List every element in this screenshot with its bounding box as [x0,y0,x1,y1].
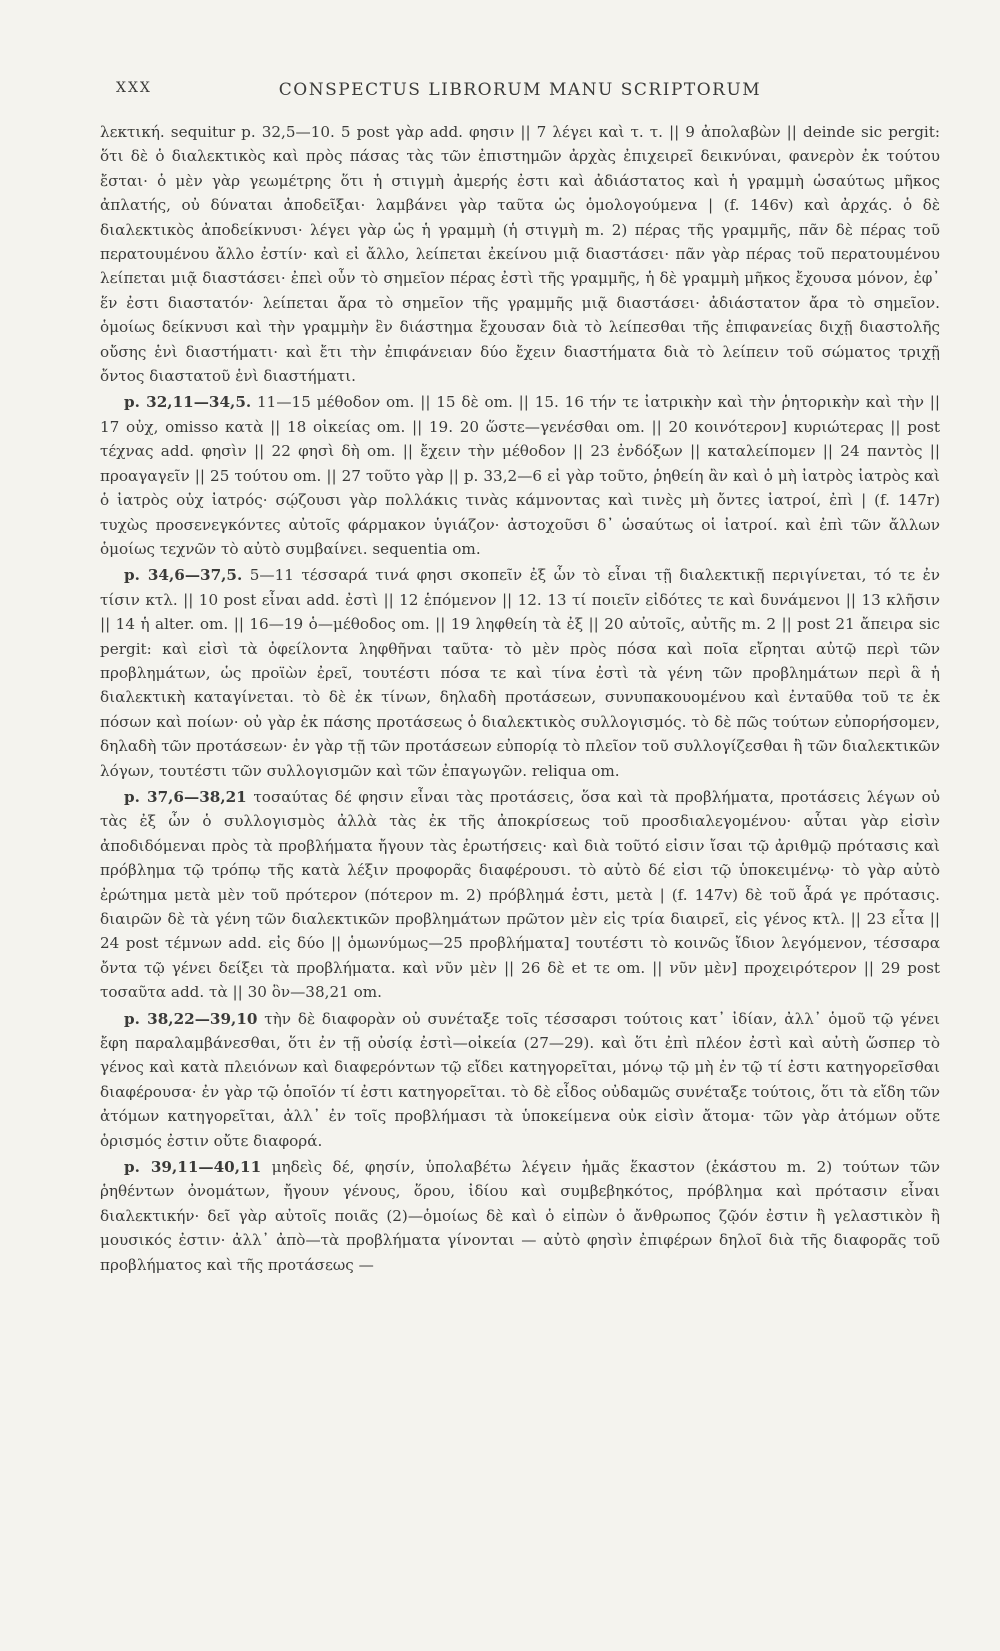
paragraph-text: 5—11 τέσσαρά τινά φησι σκοπεῖν ἐξ ὧν τὸ εἶναι τῇ διαλεκτικῇ περιγίνεται, τό τε ἐν τίσιν κτλ. || 10 post εἶναι add. ἐστὶ || 12 ἑπόμενον || 12. 13 τί ποιεῖν εἰδότες τε καὶ δυνάμενοι || 13 κλῆσιν || 14 ἡ alter. om. || 16—19 ὁ—μέθοδος om. || 19 ληφθείη τὰ ἐξ || 20 αὐτοῖς, αὐτῆς m. 2 || post 21 ἄπειρα sic pergit: καὶ εἰσὶ τὰ ὀφείλοντα ληφθῆναι ταῦτα· τὸ μὲν πρὸς πόσα καὶ ποῖα εἴρηται αὐτῷ περὶ τῶν προβλημάτων, ὡς προϊὼν ἐρεῖ, τουτέστι πόσα τε καὶ τίνα ἐστὶ τὰ γένη τῶν προβλημάτων περὶ ἃ ἡ διαλεκτικὴ καταγίνεται. τὸ δὲ ἐκ τίνων, δηλαδὴ προτάσεων, συνυπακουομένου καὶ ἐνταῦθα τοῦ τε ἐκ πόσων καὶ ποίων· οὐ γὰρ ἐκ πάσης προτάσεως ὁ διαλεκτικὸς συλλογισμός. τὸ δὲ πῶς τούτων εὐπορήσομεν, δηλαδὴ τῶν προτάσεων· ἐν γὰρ τῇ τῶν προτάσεων εὐπορίᾳ τὸ πλεῖον τοῦ συλλογίζεσθαι ἢ τῶν διαλεκτικῶν λόγων, τουτέστι τῶν συλλογισμῶν καὶ τῶν ἐπαγωγῶν. reliqua om. [100,566,941,780]
paragraph-text: 11—15 μέθοδον om. || 15 δὲ om. || 15. 16 τήν τε ἰατρικὴν καὶ τὴν ῥητορικὴν καὶ τὴν || 17 οὐχ, omisso κατὰ || 18 οἰκείας om. || 19. 20 ὥστε—γενέσθαι om. || 20 κοινότερον] κυριώτερας || post τέχνας add. φησὶν || 22 φησὶ δὴ om. || ἔχειν τὴν μέθοδον || 23 ἐνδόξων || καταλείπομεν || 24 παντὸς || προαγαγεῖν || 25 τούτου om. || 27 τοῦτο γὰρ || p. 33,2—6 εἰ γὰρ τοῦτο, ῥηθείη ἂν καὶ ὁ μὴ ἰατρὸς ἰατρὸς καὶ ὁ ἰατρὸς οὐχ ἰατρός· σῴζουσι γὰρ πολλάκις τινὰς κάμνοντας καὶ τινὲς μὴ ὄντες ἰατροί, ἐπὶ | (f. 147r) τυχὼς προσενεγκόντες αὐτοῖς φάρμακον ὑγιάζον· ἀστοχοῦσι δ᾽ ὡσαύτως οἱ ἰατροί. καὶ ἐπὶ τῶν ἄλλων ὁμοίως τεχνῶν τὸ αὐτὸ συμβαίνει. sequentia om. [100,393,940,558]
paragraph-text: τοσαύτας δέ φησιν εἶναι τὰς προτάσεις, ὅσα καὶ τὰ προβλήματα, προτάσεις λέγων οὐ τὰς ἐξ ὧν ὁ συλλογισμὸς ἀλλὰ τὰς ἐκ τῆς ἀποκρίσεως τοῦ προσδιαλεγομένου· αὗται γὰρ εἰσὶν ἀποδιδόμεναι πρὸς τὰ προβλήματα ἤγουν τὰς ἐρωτήσεις· καὶ διὰ τοῦτό εἰσιν ἴσαι τῷ ἀριθμῷ πρότασις καὶ πρόβλημα τῷ τρόπῳ τῆς κατὰ λέξιν προφορᾶς διαφέρουσι. τὸ αὐτὸ δέ εἰσι τῷ ὑποκειμένῳ· τὸ γὰρ αὐτὸ ἐρώτημα μετὰ μὲν τοῦ πρότερον (πότερον m. 2) πρόβλημά ἐστι, μετὰ | (f. 147v) δὲ τοῦ ἆρά γε πρότασις. διαιρῶν δὲ τὰ γένη τῶν διαλεκτικῶν προβλημάτων πρῶτον μὲν εἰς τρία διαιρεῖ, εἰς γένος κτλ. || 23 εἶτα || 24 post τέμνων add. εἰς δύο || ὁμωνύμως—25 προβλήματα] τουτέστι τὸ κοινῶς ἴδιον λεγόμενον, τέσσαρα ὄντα τῷ γένει δείξει τὰ προβλήματα. καὶ νῦν μὲν || 26 δὲ et τε om. || νῦν μὲν] προχειρότερον || 29 post τοσαῦτα add. τὰ || 30 ὃν—38,21 om. [100,787,940,1002]
apparatus-paragraph [100,563,940,783]
line-reference: p. 32,11—34,5. [124,393,252,412]
running-head: CONSPECTUS LIBRORUM MANU SCRIPTORUM [278,80,762,100]
page-number: XXX [116,80,152,96]
apparatus-paragraph [100,390,940,561]
paragraph-text: μηδεὶς δέ, φησίν, ὑπολαβέτω λέγειν ἡμᾶς ἕκαστον (ἑκάστου m. 2) τούτων τῶν ῥηθέντων ὀνομάτων, ἤγουν γένους, ὅρου, ἰδίου καὶ συμβεβηκότος, πρόβλημα καὶ πρότασιν εἶναι διαλεκτικήν· δεῖ γὰρ αὐτοῖς ποιᾶς (2)—ὁμοίως δὲ καὶ ὁ εἰπὼν ὁ ἄνθρωπος ζῷόν ἐστιν ἢ γελαστικὸν ἢ μουσικός ἐστιν· ἀλλ᾽ ἀπὸ—τὰ προβλήματα γίνονται — αὐτὸ φησὶν ἐπιφέρων δηλοῖ διὰ τῆς διαφορᾶς τοῦ προβλήματος καὶ τῆς προτάσεως — [100,1158,940,1274]
apparatus-paragraph [100,785,940,1005]
page-body [100,120,940,1277]
paragraph-text: λεκτική. sequitur p. 32,5—10. 5 post γὰρ add. φησιν || 7 λέγει καὶ τ. τ. || 9 ἀπολαβὼν || deinde sic pergit: ὅτι δὲ ὁ διαλεκτικὸς καὶ πρὸς πάσας τὰς τῶν ἐπιστημῶν ἀρχὰς ἐπιχειρεῖ δεικνύναι, φανερὸν ἐκ τούτου ἔσται· ὁ μὲν γὰρ γεωμέτρης ὅτι ἡ στιγμὴ ἀμερής ἐστι καὶ ἀδιάστατος καὶ ἡ γραμμὴ ὡσαύτως μῆκος ἀπλατής, οὐ δύναται ἀποδεῖξαι· λαμβάνει γὰρ ταῦτα ὡς ὁμολογούμενα | (f. 146v) καὶ ἀρχάς. ὁ δὲ διαλεκτικὸς ἀποδείκνυσι· λέγει γὰρ ὡς ἡ γραμμὴ (ἡ στιγμὴ m. 2) πέρας τῆς γραμμῆς, πᾶν δὲ πέρας τοῦ περατουμένου ἄλλο ἐστίν· καὶ εἰ ἄλλο, λείπεται ἐκείνου μιᾷ διαστάσει· πᾶν γὰρ πέρας τοῦ περατουμένου λείπεται μιᾷ διαστάσει· ἐπεὶ οὖν τὸ σημεῖον πέρας ἐστὶ τῆς γραμμῆς, ἡ δὲ γραμμὴ μῆκος ἔχουσα μόνον, ἐφ᾽ ἕν ἐστι διαστατόν· λείπεται ἄρα τὸ σημεῖον τῆς γραμμῆς μιᾷ διαστάσει· ἀδιάστατον ἄρα τὸ σημεῖον. ὁμοίως δείκνυσι καὶ τὴν γραμμὴν ἓν διάστημα ἔχουσαν διὰ τὸ λείπεσθαι τῆς ἐπιφανείας διχῇ διαστολῆς οὔσης ἑνὶ διαστήματι· καὶ ἔτι τὴν ἐπιφάνειαν δύο ἔχειν διαστήματα διὰ τὸ λείπειν τοῦ σώματος τριχῇ ὄντος διαστατοῦ ἑνὶ διαστήματι. [100,123,940,386]
book-page [100,70,940,1279]
line-reference: p. 37,6—38,21 [124,787,247,806]
line-reference: p. 34,6—37,5. [124,566,243,585]
line-reference: p. 39,11—40,11 [124,1158,262,1177]
apparatus-paragraph [100,1155,940,1277]
apparatus-paragraph [100,1007,940,1153]
line-reference: p. 38,22—39,10 [124,1009,258,1028]
paragraph-text: τὴν δὲ διαφορὰν οὐ συνέταξε τοῖς τέσσαρσι τούτοις κατ᾽ ἰδίαν, ἀλλ᾽ ὁμοῦ τῷ γένει ἔφη παραλαμβάνεσθαι, ὅτι ἐν τῇ οὐσίᾳ ἐστὶ—οἰκεία (27—29). καὶ ὅτι ἐπὶ πλέον ἐστὶ καὶ αὐτὴ ὥσπερ τὸ γένος καὶ κατὰ πλειόνων καὶ διαφερόντων τῷ εἴδει κατηγορεῖται, μόνῳ τῷ μὴ ἐν τῷ τί ἐστι κατηγορεῖσθαι διαφέρουσα· ἐν γὰρ τῷ ὁποῖόν τί ἐστι κατηγορεῖται. τὸ δὲ εἶδος οὐδαμῶς συνέταξε τούτοις, ὅτι τὰ εἴδη τῶν ἀτόμων κατηγορεῖται, ἀλλ᾽ ἐν τοῖς προβλήμασι τὰ ὑποκείμενα οὐκ εἰσὶν ἄτομα· τῶν γὰρ ἀτόμων οὔτε ὁρισμός ἐστιν οὔτε διαφορά. [100,1009,941,1150]
apparatus-paragraph [100,120,940,388]
page-header [100,70,940,110]
